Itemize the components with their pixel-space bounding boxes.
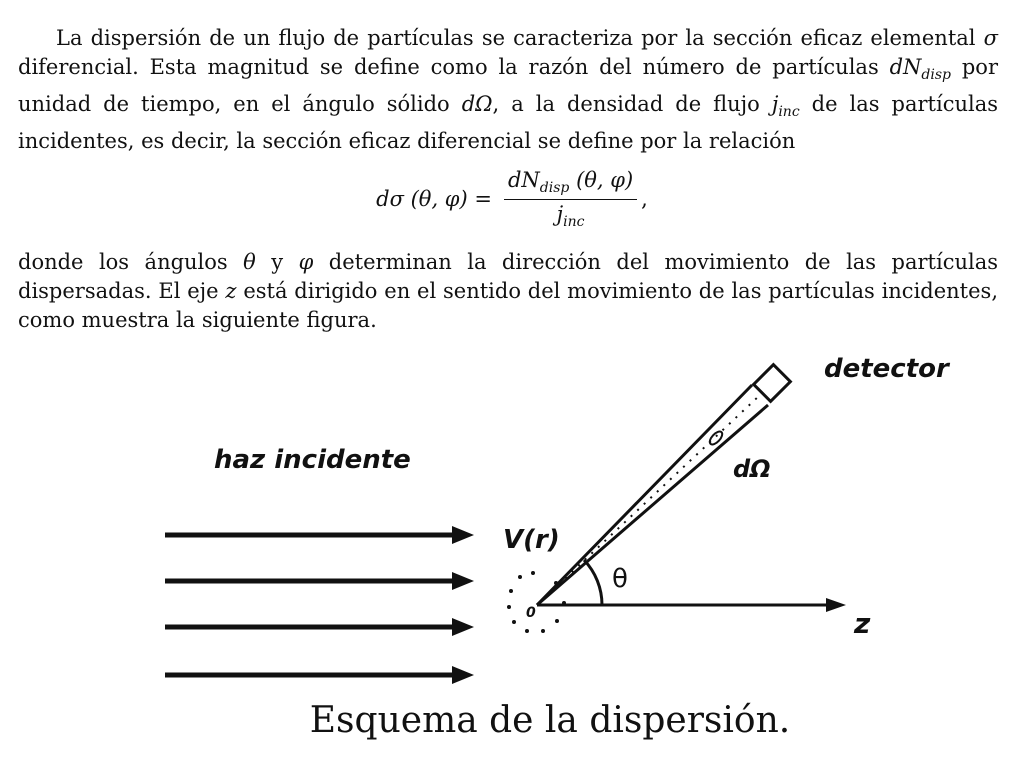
theta-arc <box>584 560 602 605</box>
angles-paragraph <box>18 248 998 335</box>
incident-beam <box>165 535 462 675</box>
text-run: y <box>255 250 299 274</box>
text-run: diferencial. Esta magnitud se define como la razón del número de partículas <box>18 55 890 79</box>
scattering-cone <box>537 385 768 605</box>
text-run: de las partículas incidentes, es decir, la sección eficaz diferencial se define por la relación <box>18 92 998 154</box>
equation-numerator <box>504 168 637 199</box>
disp-subscript: disp <box>921 67 951 84</box>
beam-arrowhead-1 <box>452 526 474 544</box>
inc-subscript: inc <box>778 104 800 121</box>
scattering-diagram <box>0 355 1024 705</box>
beam-arrowhead-4 <box>452 666 474 684</box>
sigma-symbol: σ <box>983 26 998 50</box>
phi-symbol: φ <box>298 250 314 274</box>
theta-label: θ <box>612 564 628 594</box>
text-run: está dirigido en el sentido del movimiento de las partículas incidentes, como muestra la siguiente figura. <box>18 279 999 332</box>
equation-denominator <box>557 200 585 230</box>
text-run: donde los ángulos <box>18 250 244 274</box>
dn-symbol: dN <box>889 55 922 79</box>
cross-section-equation <box>0 168 1024 230</box>
equation-lhs: dσ (θ, φ) = <box>376 187 492 211</box>
origin-label: 0 <box>526 605 536 621</box>
intro-paragraph <box>18 24 998 156</box>
z-label: z <box>854 607 871 640</box>
z-symbol: z <box>225 279 237 303</box>
j-symbol: j <box>771 92 779 117</box>
denominator-subscript: inc <box>563 213 585 230</box>
equation-comma: , <box>641 187 648 211</box>
potential-region <box>507 571 566 633</box>
figure-caption: Esquema de la dispersión. <box>309 700 791 741</box>
numerator-args: (θ, φ) <box>569 168 634 193</box>
z-axis <box>537 598 846 612</box>
equation-fraction <box>504 168 637 229</box>
beam-label: haz incidente <box>214 445 411 475</box>
text-run: , a la densidad de flujo <box>492 92 772 117</box>
theta-symbol: θ <box>243 250 256 274</box>
numerator-subscript: disp <box>539 180 570 197</box>
detector-label: detector <box>824 355 949 384</box>
denominator-symbol: j <box>556 201 564 226</box>
text-run: por unidad de tiempo, en el ángulo sólido <box>18 55 998 117</box>
domega-symbol: dΩ <box>461 92 493 117</box>
beam-arrowhead-3 <box>452 618 474 636</box>
detector-box <box>754 365 791 402</box>
numerator-symbol: dN <box>507 168 540 193</box>
potential-label: V(r) <box>503 525 560 555</box>
text-run: La dispersión de un flujo de partículas se caracteriza por la sección eficaz elemental <box>56 26 984 50</box>
beam-arrowhead-2 <box>452 572 474 590</box>
text-run: determinan la dirección del movimiento de las partículas dispersadas. El eje <box>18 250 998 303</box>
domega-label: dΩ <box>733 455 771 483</box>
beam-arrowheads <box>452 526 474 684</box>
